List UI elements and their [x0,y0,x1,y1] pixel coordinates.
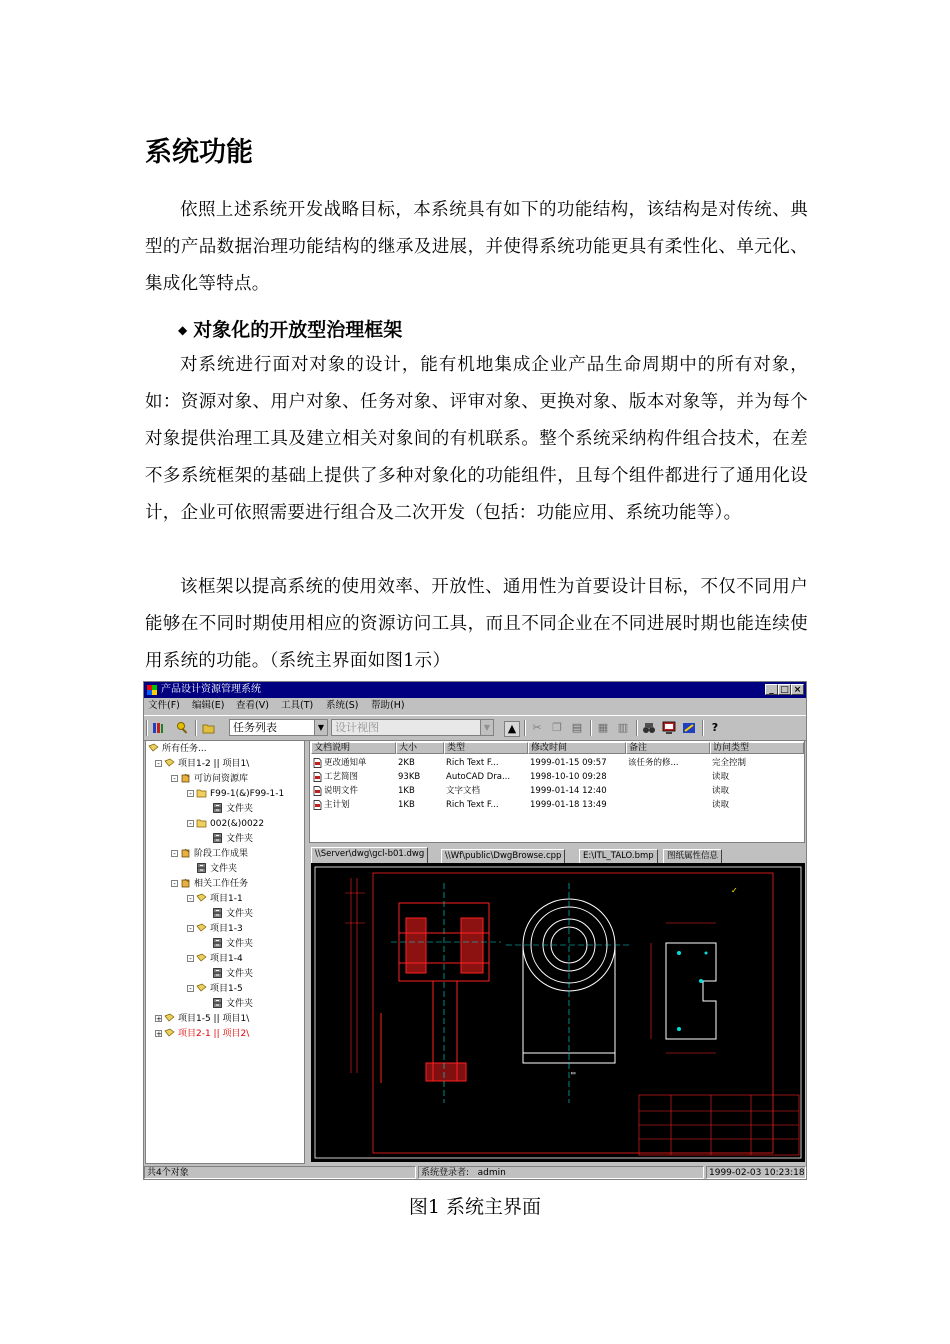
books-icon[interactable] [151,721,165,735]
cabinet-icon [212,968,223,978]
tree-node[interactable] [180,773,248,785]
tree-node-label: 文件夹 [226,969,254,979]
tree-expander[interactable]: - [187,820,194,827]
tree-node-label: 阶段工作成果 [194,849,249,859]
viewer-tab[interactable]: 图纸属性信息 [663,849,722,864]
tree-node[interactable] [196,983,243,995]
column-header[interactable]: 访问类型 [710,742,804,754]
table-cell [712,772,729,782]
cell-text: 说明文件 [324,786,359,796]
table-cell [446,800,499,810]
cell-text: Rich Text F... [446,800,499,810]
design-view-combo[interactable] [331,719,494,736]
status-object-count: 共4个对象 [144,1166,416,1179]
tree-node[interactable] [196,788,284,800]
resource-icon [180,848,191,858]
tree-node-label: 文件夹 [226,804,254,814]
tree-node[interactable] [196,923,243,935]
cabinet-icon [212,998,223,1008]
folder-icon [196,818,207,828]
monitor-icon[interactable] [662,721,676,735]
document-icon [313,772,322,785]
task-list-combo[interactable] [229,719,328,736]
document-name-cell [324,758,367,768]
cad-drawing [311,863,805,1162]
tree-node-label: 项目1-5 [210,984,243,994]
cabinet-icon [212,908,223,918]
menu-file[interactable]: 文件(F) [148,700,180,711]
table-cell [712,786,729,796]
key-search-icon[interactable] [176,721,190,735]
task-icon [164,1028,175,1038]
tree-node[interactable] [164,1013,249,1025]
folder-icon [196,788,207,798]
task-icon [196,953,207,963]
status-login-label: 系统登录者: [421,1168,470,1178]
tree-node[interactable] [164,1028,249,1040]
toolbar-separator [146,720,148,736]
table-cell [712,758,746,768]
tree-expander[interactable]: - [187,925,194,932]
cell-text: 1998-10-10 09:28 [530,772,607,782]
intro-paragraph: 依照上述系统开发战略目标，本系统具有如下的功能结构，该结构是对传统、典型的产品数据治理功能结构的继承及进展，并使得系统功能更具有柔性化、单元化、集成化等特点。 [145,200,808,294]
tree-node-label: 002(&)0022 [210,819,265,829]
cabinet-icon [212,938,223,948]
status-user: admin [477,1168,506,1178]
cell-text: 读取 [712,772,730,782]
resource-icon [180,878,191,888]
tree-node-label: 项目1-2 || 项目1\ [178,759,250,769]
cell-text: 更改通知单 [324,758,367,768]
toolbar-separator [590,720,592,736]
tree-node-label: 所有任务... [162,744,207,754]
cell-text: 读取 [712,786,730,796]
cell-text: 2KB [398,758,415,768]
table-row[interactable] [310,757,804,769]
tree-node[interactable] [180,848,248,860]
table-cell [446,772,510,782]
tree-node[interactable] [148,743,207,755]
tree-node[interactable] [196,863,237,875]
menu-view[interactable]: 查看(V) [236,700,269,711]
tree-expander[interactable]: + [156,1030,162,1038]
cell-text: 1KB [398,800,415,810]
view-list-icon[interactable]: ▦ [597,721,609,734]
task-icon [196,923,207,933]
task-icon [196,983,207,993]
binoculars-icon[interactable] [642,721,656,735]
tree-node-label: 相关工作任务 [194,879,249,889]
tree-node-label: 可访问资源库 [194,774,249,784]
table-cell [530,800,607,810]
window-title: 产品设计资源管理系统 [161,684,261,695]
diamond-bullet-icon: ◆ [178,323,188,337]
tree-node[interactable] [196,953,243,965]
table-cell [530,786,607,796]
chevron-down-icon[interactable]: ▼ [480,720,493,735]
task-list-combo-value: 任务列表 [233,721,277,734]
tree-node-label: 项目2-1 || 项目2\ [178,1029,250,1039]
cell-text: 文字文档 [446,786,481,796]
maximize-button[interactable]: □ [778,684,791,695]
document-name-cell [324,786,358,796]
table-cell [398,772,420,782]
tree-node-label: 项目1-4 [210,954,243,964]
toolbar-separator [702,720,704,736]
settings-icon[interactable] [682,721,696,735]
table-row[interactable] [310,771,804,783]
tree-node-label: 文件夹 [226,999,254,1009]
cut-icon[interactable]: ✂ [532,721,542,734]
svg-text:▭: ▭ [571,1069,576,1077]
column-header[interactable]: 大小 [396,742,444,754]
task-icon [164,1013,175,1023]
tree-node-label: 项目1-3 [210,924,243,934]
view-detail-icon[interactable]: ▥ [617,721,629,734]
cell-text: AutoCAD Dra... [446,772,511,782]
tree-node-label: 文件夹 [210,864,238,874]
window-titlebar [144,682,806,698]
viewer-tab[interactable]: \\Wf\public\DwgBrowse.cpp [441,849,565,864]
viewer-tab[interactable]: E:\ITL_TALO.bmp [579,849,658,864]
tree-expander[interactable]: - [171,775,178,782]
resource-icon [180,773,191,783]
document-name-cell [324,772,358,782]
cell-text: 读取 [712,800,730,810]
tree-node[interactable] [212,908,253,920]
tree-expander[interactable]: - [187,790,194,797]
table-cell [398,786,415,796]
tree-node[interactable] [164,758,249,770]
tree-node[interactable] [212,998,253,1010]
tree-node-label: 文件夹 [226,939,254,949]
cell-text: 该任务的修... [628,758,679,768]
open-folder-icon[interactable] [202,721,216,735]
cell-text: Rich Text F... [446,758,499,768]
tree-expander[interactable]: - [171,850,178,857]
cabinet-icon [212,833,223,843]
table-cell [712,800,729,810]
toolbar [144,715,806,741]
close-button[interactable]: × [791,684,804,695]
subsection-title [178,315,402,342]
task-icon [164,758,175,768]
figure-caption: 图1 系统主界面 [408,1196,542,1218]
document-icon [313,786,322,799]
cell-text: 主计划 [324,800,350,810]
table-cell [398,758,415,768]
menu-system[interactable]: 系统(S) [326,700,359,711]
viewer-tabs [309,847,805,863]
tree-node-label: 文件夹 [226,909,254,919]
document-list [309,740,805,843]
tree-expander[interactable]: - [187,985,194,992]
document-icon [313,800,322,813]
tree-node-label: 项目1-5 || 项目1\ [178,1014,250,1024]
subsection-title-text: 对象化的开放型治理框架 [193,319,403,341]
cell-text: 完全控制 [712,758,747,768]
tree-expander[interactable]: + [156,1015,162,1023]
tree-node[interactable] [196,818,264,830]
task-icon [148,743,159,753]
cabinet-icon [212,803,223,813]
status-time: 1999-02-03 10:23:18 [706,1166,806,1179]
table-cell [446,758,499,768]
menu-edit[interactable]: 编辑(E) [192,700,225,711]
tree-node-label: F99-1(&)F99-1-1 [210,789,285,799]
cell-text: 93KB [398,772,421,782]
copy-icon[interactable]: ❐ [552,721,562,734]
design-view-combo-value: 设计视图 [335,721,379,734]
tree-expander[interactable]: - [171,880,178,887]
cell-text: 1999-01-14 12:40 [530,786,607,796]
table-cell [530,758,607,768]
table-cell [398,800,415,810]
table-cell [628,758,679,768]
tree-expander[interactable]: - [187,955,194,962]
table-row[interactable] [310,785,804,797]
column-header[interactable]: 修改时间 [528,742,626,754]
section-title: 系统功能 [145,137,253,168]
toolbar-separator [524,720,526,736]
paste-icon[interactable]: ▤ [571,721,583,734]
cell-text: 1KB [398,786,415,796]
cad-drawing-viewer[interactable] [311,863,805,1162]
status-login [418,1166,704,1179]
cabinet-icon [196,863,207,873]
tree-node-label: 项目1-1 [210,894,243,904]
app-icon [146,684,158,696]
menu-tools[interactable]: 工具(T) [281,700,314,711]
help-icon[interactable]: ? [711,721,719,734]
up-folder-icon[interactable]: ▲ [504,721,520,737]
task-icon [196,893,207,903]
tree-expander[interactable]: - [155,760,162,767]
column-header[interactable]: 文档说明 [311,742,396,754]
app-window-screenshot [143,681,807,1180]
chevron-down-icon[interactable]: ▼ [314,720,327,735]
document-icon [313,758,322,771]
table-cell [530,772,607,782]
paragraph-3: 该框架以提高系统的使用效率、开放性、通用性为首要设计目标，不仅不同用户能够在不同时期使用相应的资源访问工具，而且不同企业在不同进展时期也能连续使用系统的功能。（系统主界面如图1示） [145,577,808,671]
tree-node[interactable] [212,833,253,845]
tree-node-label: 文件夹 [226,834,254,844]
column-header[interactable]: 类型 [444,742,528,754]
cell-text: 1999-01-15 09:57 [530,758,607,768]
toolbar-separator [636,720,638,736]
column-header[interactable]: 备注 [626,742,710,754]
tree-node[interactable] [212,968,253,980]
tree-node[interactable] [180,878,248,890]
toolbar-separator [195,720,197,736]
cell-text: 工艺简图 [324,772,359,782]
tree-node[interactable] [212,938,253,950]
minimize-button[interactable]: _ [765,684,778,695]
table-row[interactable] [310,799,804,811]
menu-bar [144,698,806,714]
task-tree [145,740,305,1164]
tree-expander[interactable]: - [187,895,194,902]
viewer-tab[interactable]: \\Server\dwg\gcl-b01.dwg [311,847,428,864]
cell-text: 1999-01-18 13:49 [530,800,607,810]
status-bar [144,1166,806,1179]
tree-node[interactable] [196,893,243,905]
menu-help[interactable]: 帮助(H) [371,700,405,711]
document-name-cell [324,800,350,810]
paragraph-2: 对系统进行面对对象的设计，能有机地集成企业产品生命周期中的所有对象，如：资源对象、用户对象、任务对象、评审对象、更换对象、版本对象等，并为每个对象提供治理工具及建立相关对象间的有机联系。整个系统采纳构件组合技术，在差不多系统框架的基础上提供了多种对象化的功能组件，且每个组件都进行了通用化设计，企业可依照需要进行组合及二次开发（包括：功能应用、系统功能等）。 [145,355,808,523]
svg-text:✓: ✓ [731,886,738,895]
table-cell [446,786,480,796]
tree-node[interactable] [212,803,253,815]
